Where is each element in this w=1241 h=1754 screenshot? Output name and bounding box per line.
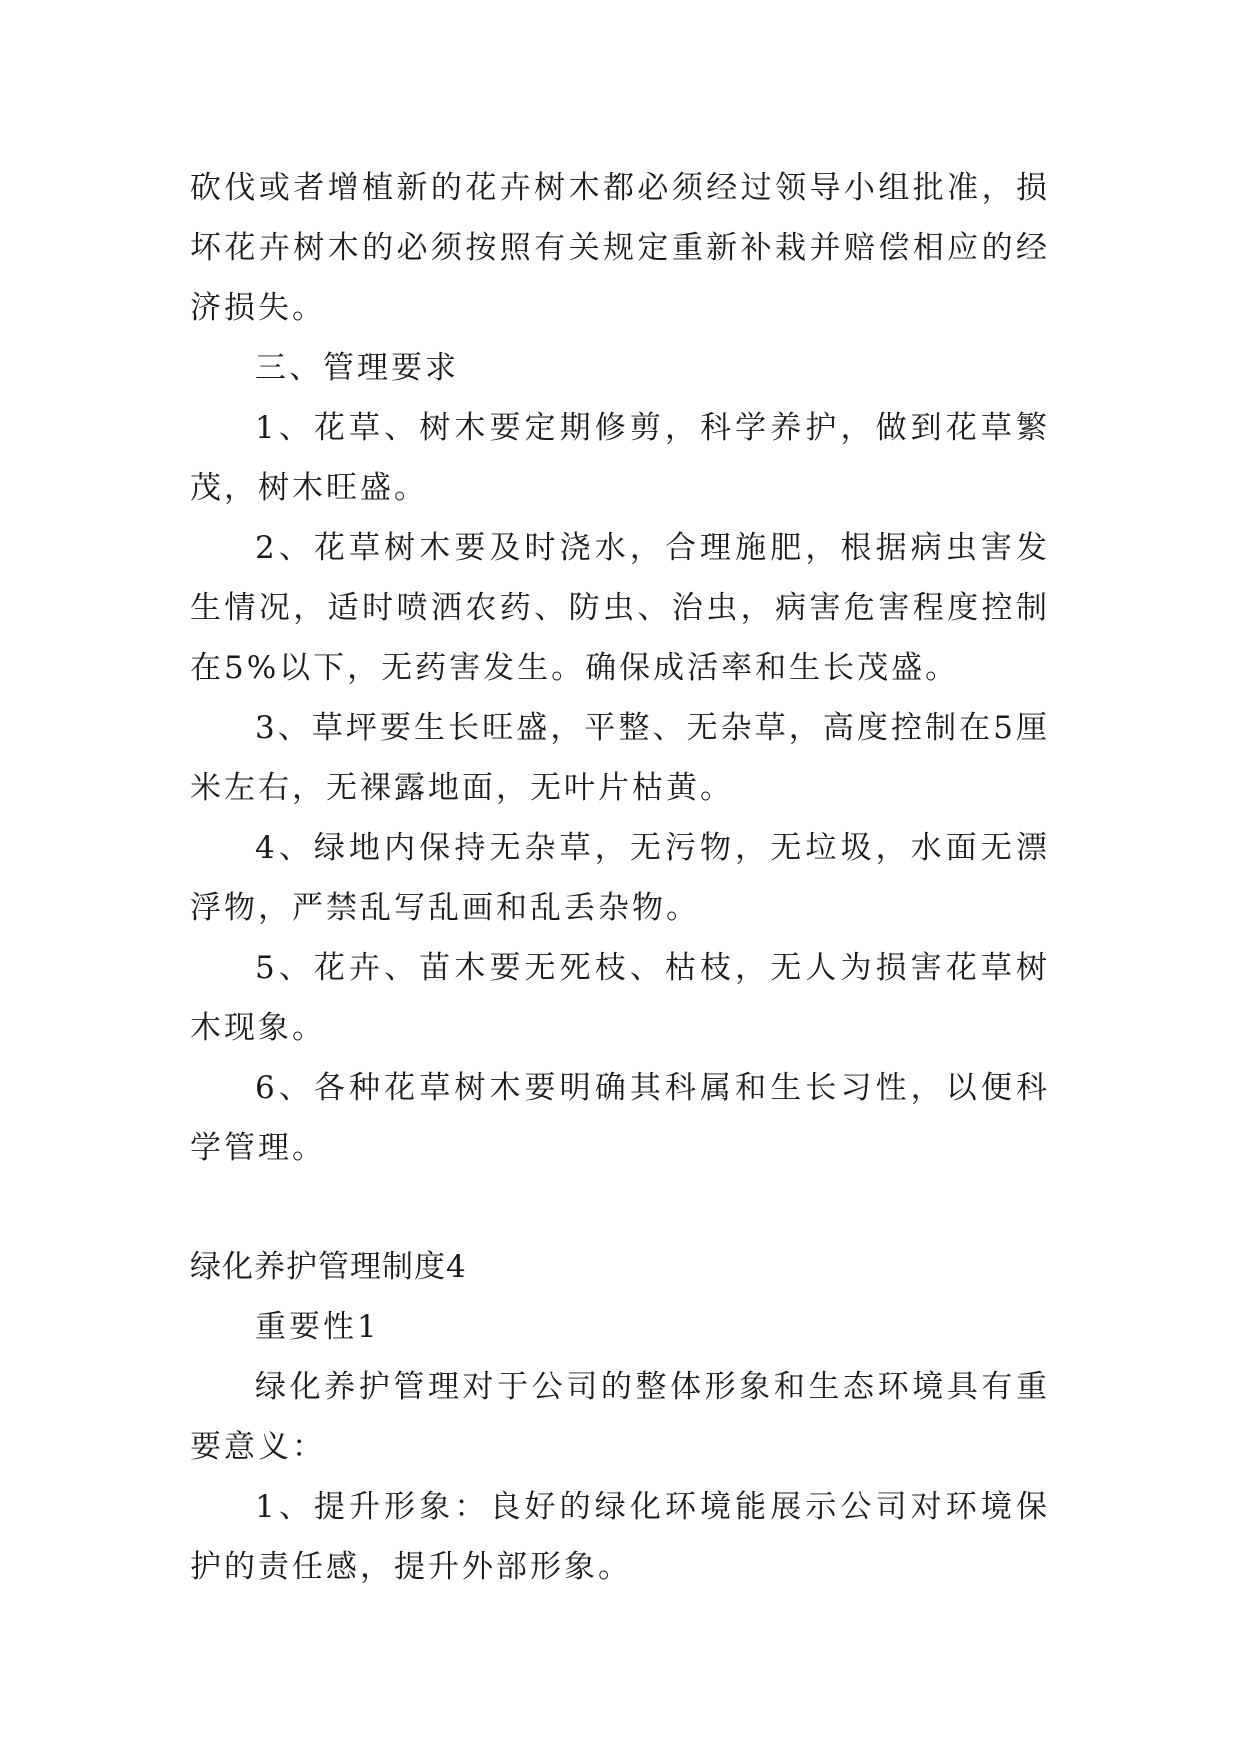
importance-heading: 重要性1 [255, 1309, 380, 1345]
paragraph-continuation: 砍伐或者增植新的花卉树木都必须经过领导小组批准，损坏花卉树木的必须按照有关规定重新补栽并赔偿相应的经济损失。 [190, 170, 1050, 326]
requirement-item-4: 4、绿地内保持无杂草，无污物，无垃圾，水面无漂浮物，严禁乱写乱画和乱丢杂物。 [190, 830, 1050, 926]
requirement-item-5: 5、花卉、苗木要无死枝、枯枝，无人为损害花草树木现象。 [190, 950, 1050, 1046]
document-body [190, 158, 1050, 1597]
requirement-item-3: 3、草坪要生长旺盛，平整、无杂草，高度控制在5厘米左右，无裸露地面，无叶片枯黄。 [190, 710, 1050, 806]
section-spacer [190, 1178, 1050, 1237]
importance-item-1: 1、提升形象：良好的绿化环境能展示公司对环境保护的责任感，提升外部形象。 [190, 1489, 1050, 1585]
requirement-item-2: 2、花草树木要及时浇水，合理施肥，根据病虫害发生情况，适时喷洒农药、防虫、治虫，病害危害程度控制在5%以下，无药害发生。确保成活率和生长茂盛。 [190, 530, 1050, 686]
requirement-item-6: 6、各种花草树木要明确其科属和生长习性，以便科学管理。 [190, 1070, 1050, 1166]
section-title: 绿化养护管理制度4 [190, 1249, 467, 1285]
importance-intro: 绿化养护管理对于公司的整体形象和生态环境具有重要意义： [190, 1369, 1050, 1465]
section-heading-management-requirements: 三、管理要求 [255, 350, 459, 386]
requirement-item-1: 1、花草、树木要定期修剪，科学养护，做到花草繁茂，树木旺盛。 [190, 410, 1050, 506]
